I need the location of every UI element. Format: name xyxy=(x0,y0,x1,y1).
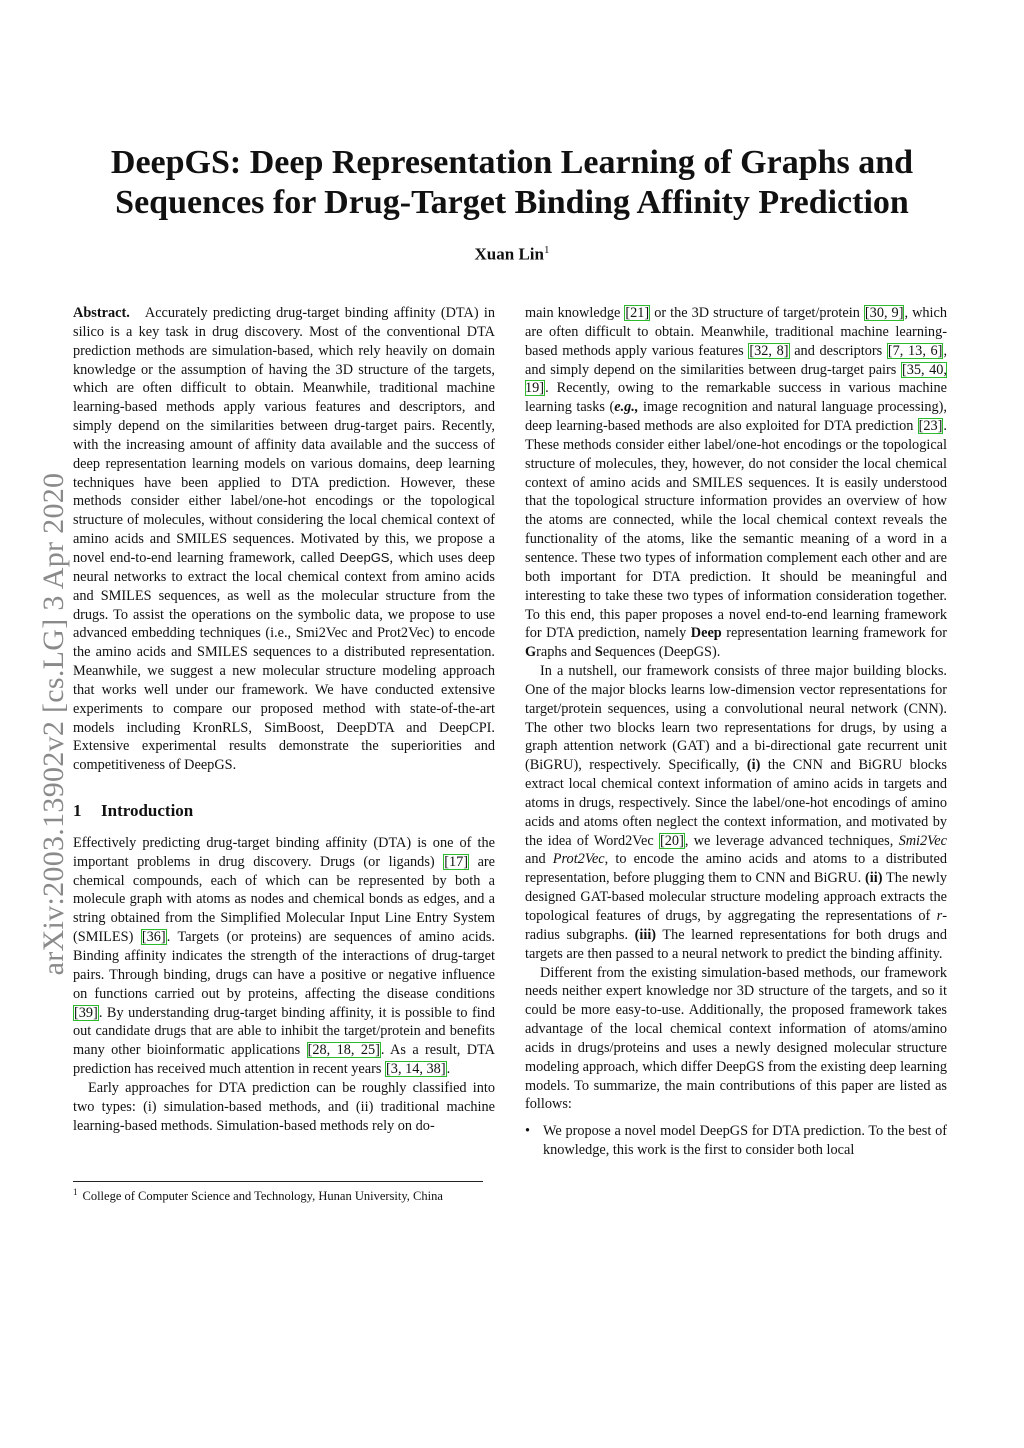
title-line-2: Sequences for Drug-Target Binding Affinity Prediction xyxy=(115,184,909,221)
right-paragraph-2: In a nutshell, our framework consists of three major building blocks. One of the major blocks learns low-dimension vector representations for target/protein sequences, using a convolutional neural network (CNN). The other two blocks learn two representations for drugs, by using a graph attention network (GAT) and a bi-directional gate recurrent unit (BiGRU), respectively. Specifically, (i) the CNN and BiGRU blocks extract local chemical context information of amino acids in targets and atoms in drugs, respectively. Since the label/one-hot encodings of amino acids and atoms often neglect the context information, and motivated by the idea of Word2Vec [20], we leverage advanced techniques, Smi2Vec and Prot2Vec, to encode the amino acids and atoms to a distributed representation, before plugging them to CNN and BiGRU. (ii) The newly designed GAT-based molecular structure modeling approach extracts the topological features of drugs, by aggregating the representations of r-radius subgraphs. (iii) The learned representations for both drugs and targets are then passed to a neural network to predict the binding affinity. xyxy=(525,663,947,962)
title-line-1: DeepGS: Deep Representation Learning of Graphs and xyxy=(110,144,914,181)
footnote-text: College of Computer Science and Technology, Hunan University, China xyxy=(82,1189,443,1204)
author-name: Xuan Lin xyxy=(474,244,544,264)
arxiv-side-label: arXiv:2003.13902v2 [cs.LG] 3 Apr 2020 xyxy=(37,472,70,976)
intro-paragraph-1: Effectively predicting drug-target binding affinity (DTA) is one of the important problems in drug discovery. Drugs (or ligands) [17] are chemical compounds, each of which can be represented by both a molecule graph with atoms as nodes and chemical bonds as edges, and a string obtained from the Simplified Molecular Input Line Entry System (SMILES) [36]. Targets (or proteins) are sequences of amino acids. Binding affinity indicates the strength of the interactions of drug-target pairs. Through binding, drugs can have a positive or negative influence on functions carried out by proteins, affecting the disease conditions [39]. By understanding drug-target binding affinity, it is possible to find out candidate drugs that are able to inhibit the target/protein and benefits many other bioinformatic applications [28, 18, 25]. As a result, DTA prediction has received much attention in recent years [3, 14, 38]. xyxy=(73,834,496,1078)
bullet-icon: • xyxy=(525,1123,531,1140)
section-heading xyxy=(73,802,495,821)
citation-link[interactable]: [32, 8] xyxy=(749,342,789,359)
citation-link[interactable]: [23] xyxy=(918,418,943,435)
contribution-bullet: • We propose a novel model DeepGS for DTA prediction. To the best of knowledge, this work is the first to consider both local xyxy=(525,1123,947,1159)
citation-link[interactable]: [3, 14, 38] xyxy=(386,1061,446,1078)
footnote xyxy=(73,1181,483,1204)
right-paragraph-3: Different from the existing simulation-based methods, our framework needs neither expert knowledge nor 3D structure of the targets, and so it could be more easy-to-use. Additionally, the proposed framework takes advantage of the local chemical context information of atoms/amino acids in drugs/proteins and uses a newly designed molecular structure modeling approach, which differ DeepGS from the existing deep learning models. To summarize, the main contributions of this paper are listed as follows: xyxy=(525,964,947,1113)
abstract-label: Abstract. xyxy=(73,305,130,321)
abstract: Abstract. Accurately predicting drug-target binding affinity (DTA) in silico is a key task in drug discovery. Most of the conventional DTA prediction methods are simulation-based, which rely heavily on domain knowledge or the assumption of having the 3D structure of the targets, which are often difficult to obtain. Meanwhile, traditional machine learning-based methods apply various features and descriptors, and simply depend on the similarities between drug-target pairs. Recently, with the increasing amount of affinity data available and the success of deep representation learning models on various domains, deep learning techniques have been applied to DTA prediction. However, these methods consider either label/one-hot encodings or the topological structure of molecules, without considering the local chemical context of amino acids and SMILES sequences. Motivated by this, we propose a novel end-to-end learning framework, called DeepGS, which uses deep neural networks to extract the local chemical context from amino acids and SMILES sequences, as well as the molecular structure from the drugs. To assist the operations on the symbolic data, we propose to use advanced embedding techniques (i.e., Smi2Vec and Prot2Vec) to encode the amino acids and SMILES sequences to a distributed representation. Meanwhile, we suggest a new molecular structure modeling approach that works well under our framework. We have conducted extensive experiments to compare our proposed method with state-of-the-art models including KronRLS, SimBoost, DeepDTA and DeepCPI. Extensive experimental results demonstrate the superiorities and competitiveness of DeepGS. xyxy=(73,305,495,774)
citation-link[interactable]: [28, 18, 25] xyxy=(307,1042,380,1059)
citation-link[interactable]: [20] xyxy=(660,832,684,849)
paper-title xyxy=(60,143,964,223)
section-title: Introduction xyxy=(101,801,194,821)
citation-link[interactable]: [35, 40, 19] xyxy=(525,361,948,397)
author xyxy=(0,244,1024,265)
citation-link[interactable]: [39] xyxy=(74,1004,98,1021)
citation-link[interactable]: [36] xyxy=(141,929,166,946)
right-column xyxy=(525,304,947,1160)
method-name: DeepGS xyxy=(339,549,390,565)
intro-paragraph-2: Early approaches for DTA prediction can be roughly classified into two types: (i) simulation-based methods, and (ii) traditional machine learning-based methods. Simulation-based methods rely on do- xyxy=(73,1079,495,1134)
footnote-mark: 1 xyxy=(73,1187,78,1197)
section-number: 1 xyxy=(73,801,82,821)
left-column xyxy=(73,304,495,1135)
citation-link[interactable]: [30, 9] xyxy=(864,305,904,321)
author-footnote-mark: 1 xyxy=(543,244,550,256)
citation-link[interactable]: [21] xyxy=(625,305,650,321)
right-paragraph-1: main knowledge [21] or the 3D structure of target/protein [30, 9], which are often difficult to obtain. Meanwhile, traditional machine learning-based methods apply various features [32, 8] and descriptors [7, 13, 6], and simply depend on the similarities between drug-target pairs [35, 40, 19]. Recently, owing to the remarkable success in various machine learning tasks (e.g., image recognition and natural language processing), deep learning-based methods are also exploited for DTA prediction [23]. These methods consider either label/one-hot encodings or the topological structure of molecules, they, however, do not consider the local chemical context of amino acids and SMILES sequences. It is easily understood that the topological structure information provides an overview of how the atoms are connected, while the local chemical context reveals the functionality of the atoms, like the semantic meaning of a word in a sentence. These two types of information complement each other and are both important for DTA prediction. It should be meaningful and interesting to take these two types of information consideration together. To this end, this paper proposes a novel end-to-end learning framework for DTA prediction, namely Deep representation learning framework for Graphs and Sequences (DeepGS). xyxy=(525,305,948,661)
citation-link[interactable]: [17] xyxy=(444,853,469,870)
citation-link[interactable]: [7, 13, 6] xyxy=(887,342,943,359)
